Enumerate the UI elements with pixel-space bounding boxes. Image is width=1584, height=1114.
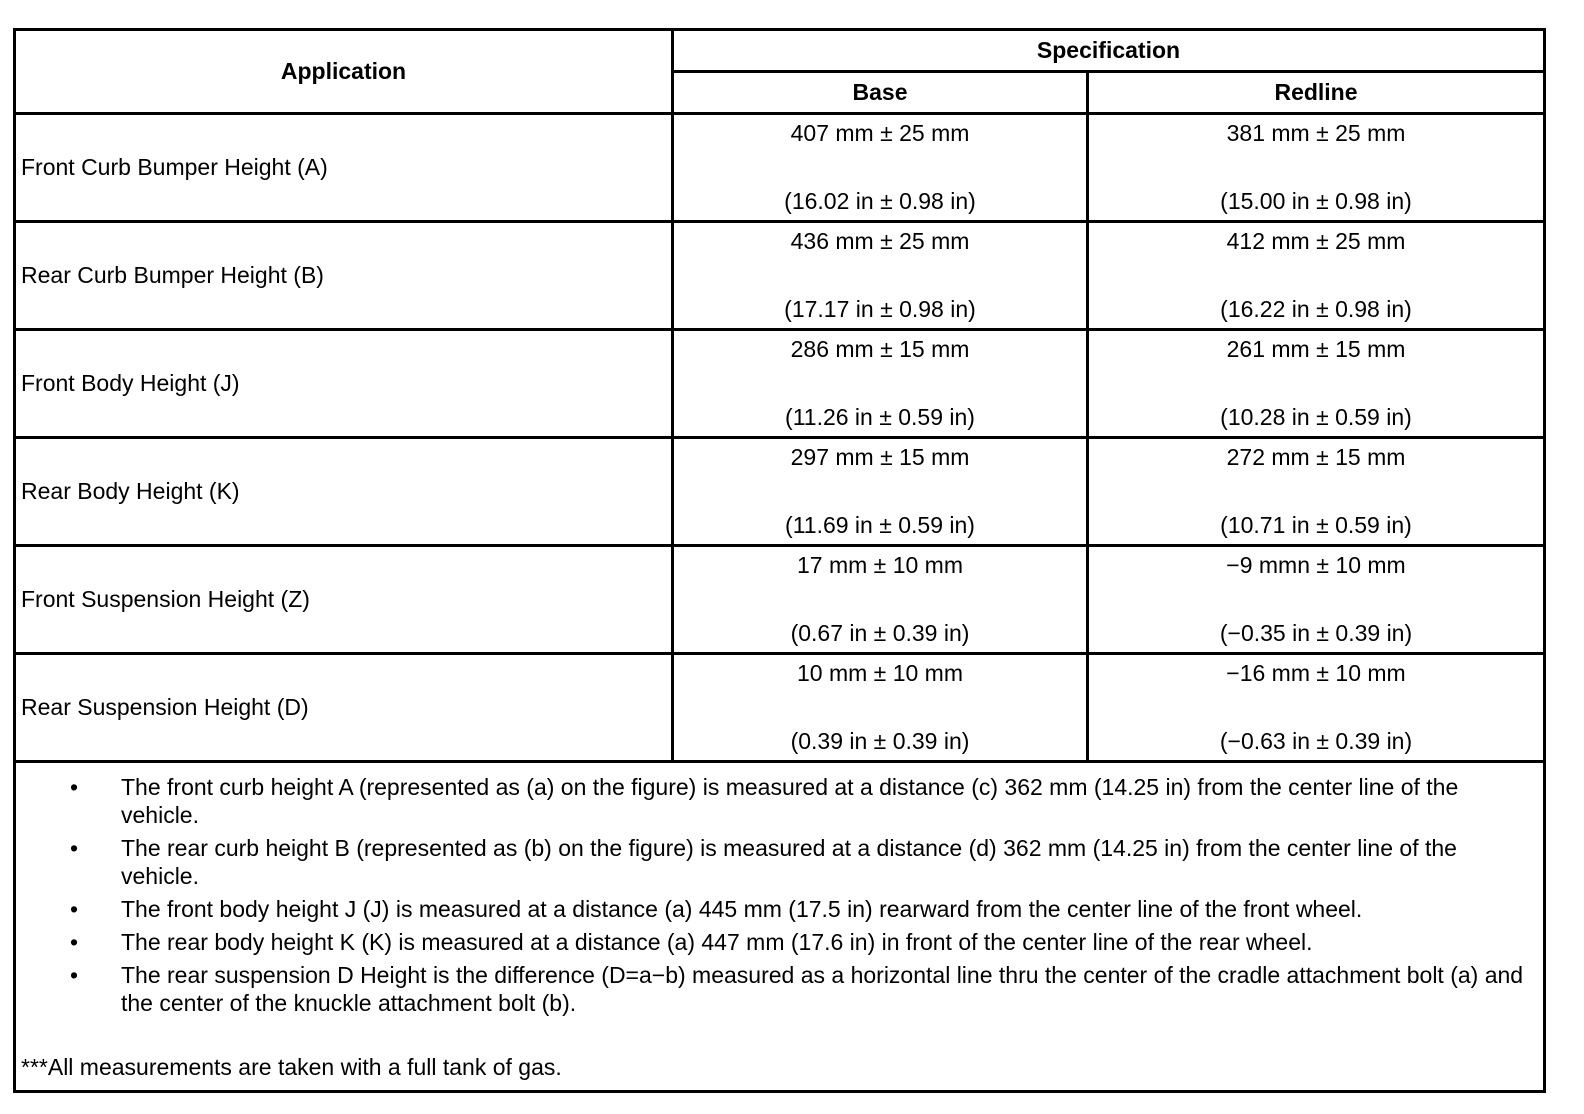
base-in-value: (0.39 in ± 0.39 in) — [790, 728, 970, 754]
application-cell: Front Suspension Height (Z) — [15, 546, 673, 654]
base-value-cell — [673, 114, 1088, 222]
base-in-value: (11.26 in ± 0.59 in) — [785, 404, 975, 430]
redline-mm-value: 381 mm ± 25 mm — [1226, 120, 1406, 146]
table-row — [15, 438, 1545, 546]
redline-mm-value: 261 mm ± 15 mm — [1226, 336, 1406, 362]
note-text: The front curb height A (represented as (a) on the figure) is measured at a distance (c) 362 mm (14.25 in) from the center line of the vehicle. — [121, 774, 1459, 828]
notes-cell — [15, 762, 1545, 1092]
redline-value-cell — [1088, 222, 1545, 330]
base-value-cell — [673, 222, 1088, 330]
header-redline: Redline — [1088, 72, 1545, 114]
list-item — [16, 928, 1543, 956]
note-text: The rear suspension D Height is the difference (D=a−b) measured as a horizontal line thru the center of the cradle attachment bolt (a) and the center of the knuckle attachment bolt (b). — [121, 962, 1524, 1016]
redline-mm-value: −16 mm ± 10 mm — [1226, 660, 1406, 686]
header-application: Application — [15, 30, 673, 114]
redline-in-value: (−0.63 in ± 0.39 in) — [1219, 728, 1413, 754]
redline-value-cell — [1088, 114, 1545, 222]
list-item — [16, 961, 1543, 1017]
redline-in-value: (−0.35 in ± 0.39 in) — [1219, 620, 1413, 646]
application-cell: Rear Suspension Height (D) — [15, 654, 673, 762]
base-mm-value: 10 mm ± 10 mm — [797, 660, 963, 686]
header-base: Base — [673, 72, 1088, 114]
redline-value-cell — [1088, 654, 1545, 762]
redline-in-value: (15.00 in ± 0.98 in) — [1220, 188, 1412, 214]
table-row — [15, 114, 1545, 222]
base-mm-value: 407 mm ± 25 mm — [790, 120, 970, 146]
bullet-icon: • — [70, 962, 79, 988]
list-item — [16, 834, 1543, 890]
bullet-icon: • — [70, 835, 79, 861]
redline-mm-value: 412 mm ± 25 mm — [1226, 228, 1406, 254]
base-in-value: (17.17 in ± 0.98 in) — [784, 296, 976, 322]
list-item — [16, 895, 1543, 923]
table-row — [15, 330, 1545, 438]
footnote: ***All measurements are taken with a full tank of gas. — [21, 1054, 562, 1080]
header-row-top — [15, 30, 1545, 72]
redline-in-value: (10.71 in ± 0.59 in) — [1220, 512, 1412, 538]
base-mm-value: 17 mm ± 10 mm — [797, 552, 963, 578]
base-value-cell — [673, 438, 1088, 546]
base-value-cell — [673, 654, 1088, 762]
redline-value-cell — [1088, 330, 1545, 438]
note-text: The front body height J (J) is measured at a distance (a) 445 mm (17.5 in) rearward from the center line of the front wheel. — [121, 896, 1363, 922]
bullet-icon: • — [70, 774, 79, 800]
base-value-cell — [673, 546, 1088, 654]
table-row — [15, 222, 1545, 330]
redline-value-cell — [1088, 546, 1545, 654]
base-in-value: (16.02 in ± 0.98 in) — [784, 188, 976, 214]
list-item — [16, 773, 1543, 829]
header-specification: Specification — [673, 30, 1545, 72]
bullet-icon: • — [70, 929, 79, 955]
table-row — [15, 546, 1545, 654]
redline-mm-value: 272 mm ± 15 mm — [1226, 444, 1406, 470]
base-in-value: (11.69 in ± 0.59 in) — [785, 512, 975, 538]
redline-in-value: (16.22 in ± 0.98 in) — [1220, 296, 1412, 322]
base-in-value: (0.67 in ± 0.39 in) — [790, 620, 970, 646]
notes-list — [16, 773, 1543, 1017]
note-text: The rear curb height B (represented as (b) on the figure) is measured at a distance (d) 362 mm (14.25 in) from the center line of the vehicle. — [121, 835, 1457, 889]
table-row — [15, 654, 1545, 762]
application-cell: Front Body Height (J) — [15, 330, 673, 438]
redline-in-value: (10.28 in ± 0.59 in) — [1220, 404, 1412, 430]
base-mm-value: 436 mm ± 25 mm — [790, 228, 970, 254]
redline-mm-value: −9 mmn ± 10 mm — [1226, 552, 1406, 578]
base-value-cell — [673, 330, 1088, 438]
application-cell: Rear Body Height (K) — [15, 438, 673, 546]
application-cell: Front Curb Bumper Height (A) — [15, 114, 673, 222]
note-text: The rear body height K (K) is measured at a distance (a) 447 mm (17.6 in) in front of the center line of the rear wheel. — [121, 929, 1313, 955]
redline-value-cell — [1088, 438, 1545, 546]
bullet-icon: • — [70, 896, 79, 922]
base-mm-value: 286 mm ± 15 mm — [790, 336, 970, 362]
specification-table — [13, 28, 1546, 1093]
base-mm-value: 297 mm ± 15 mm — [790, 444, 970, 470]
application-cell: Rear Curb Bumper Height (B) — [15, 222, 673, 330]
notes-row — [15, 762, 1545, 1092]
